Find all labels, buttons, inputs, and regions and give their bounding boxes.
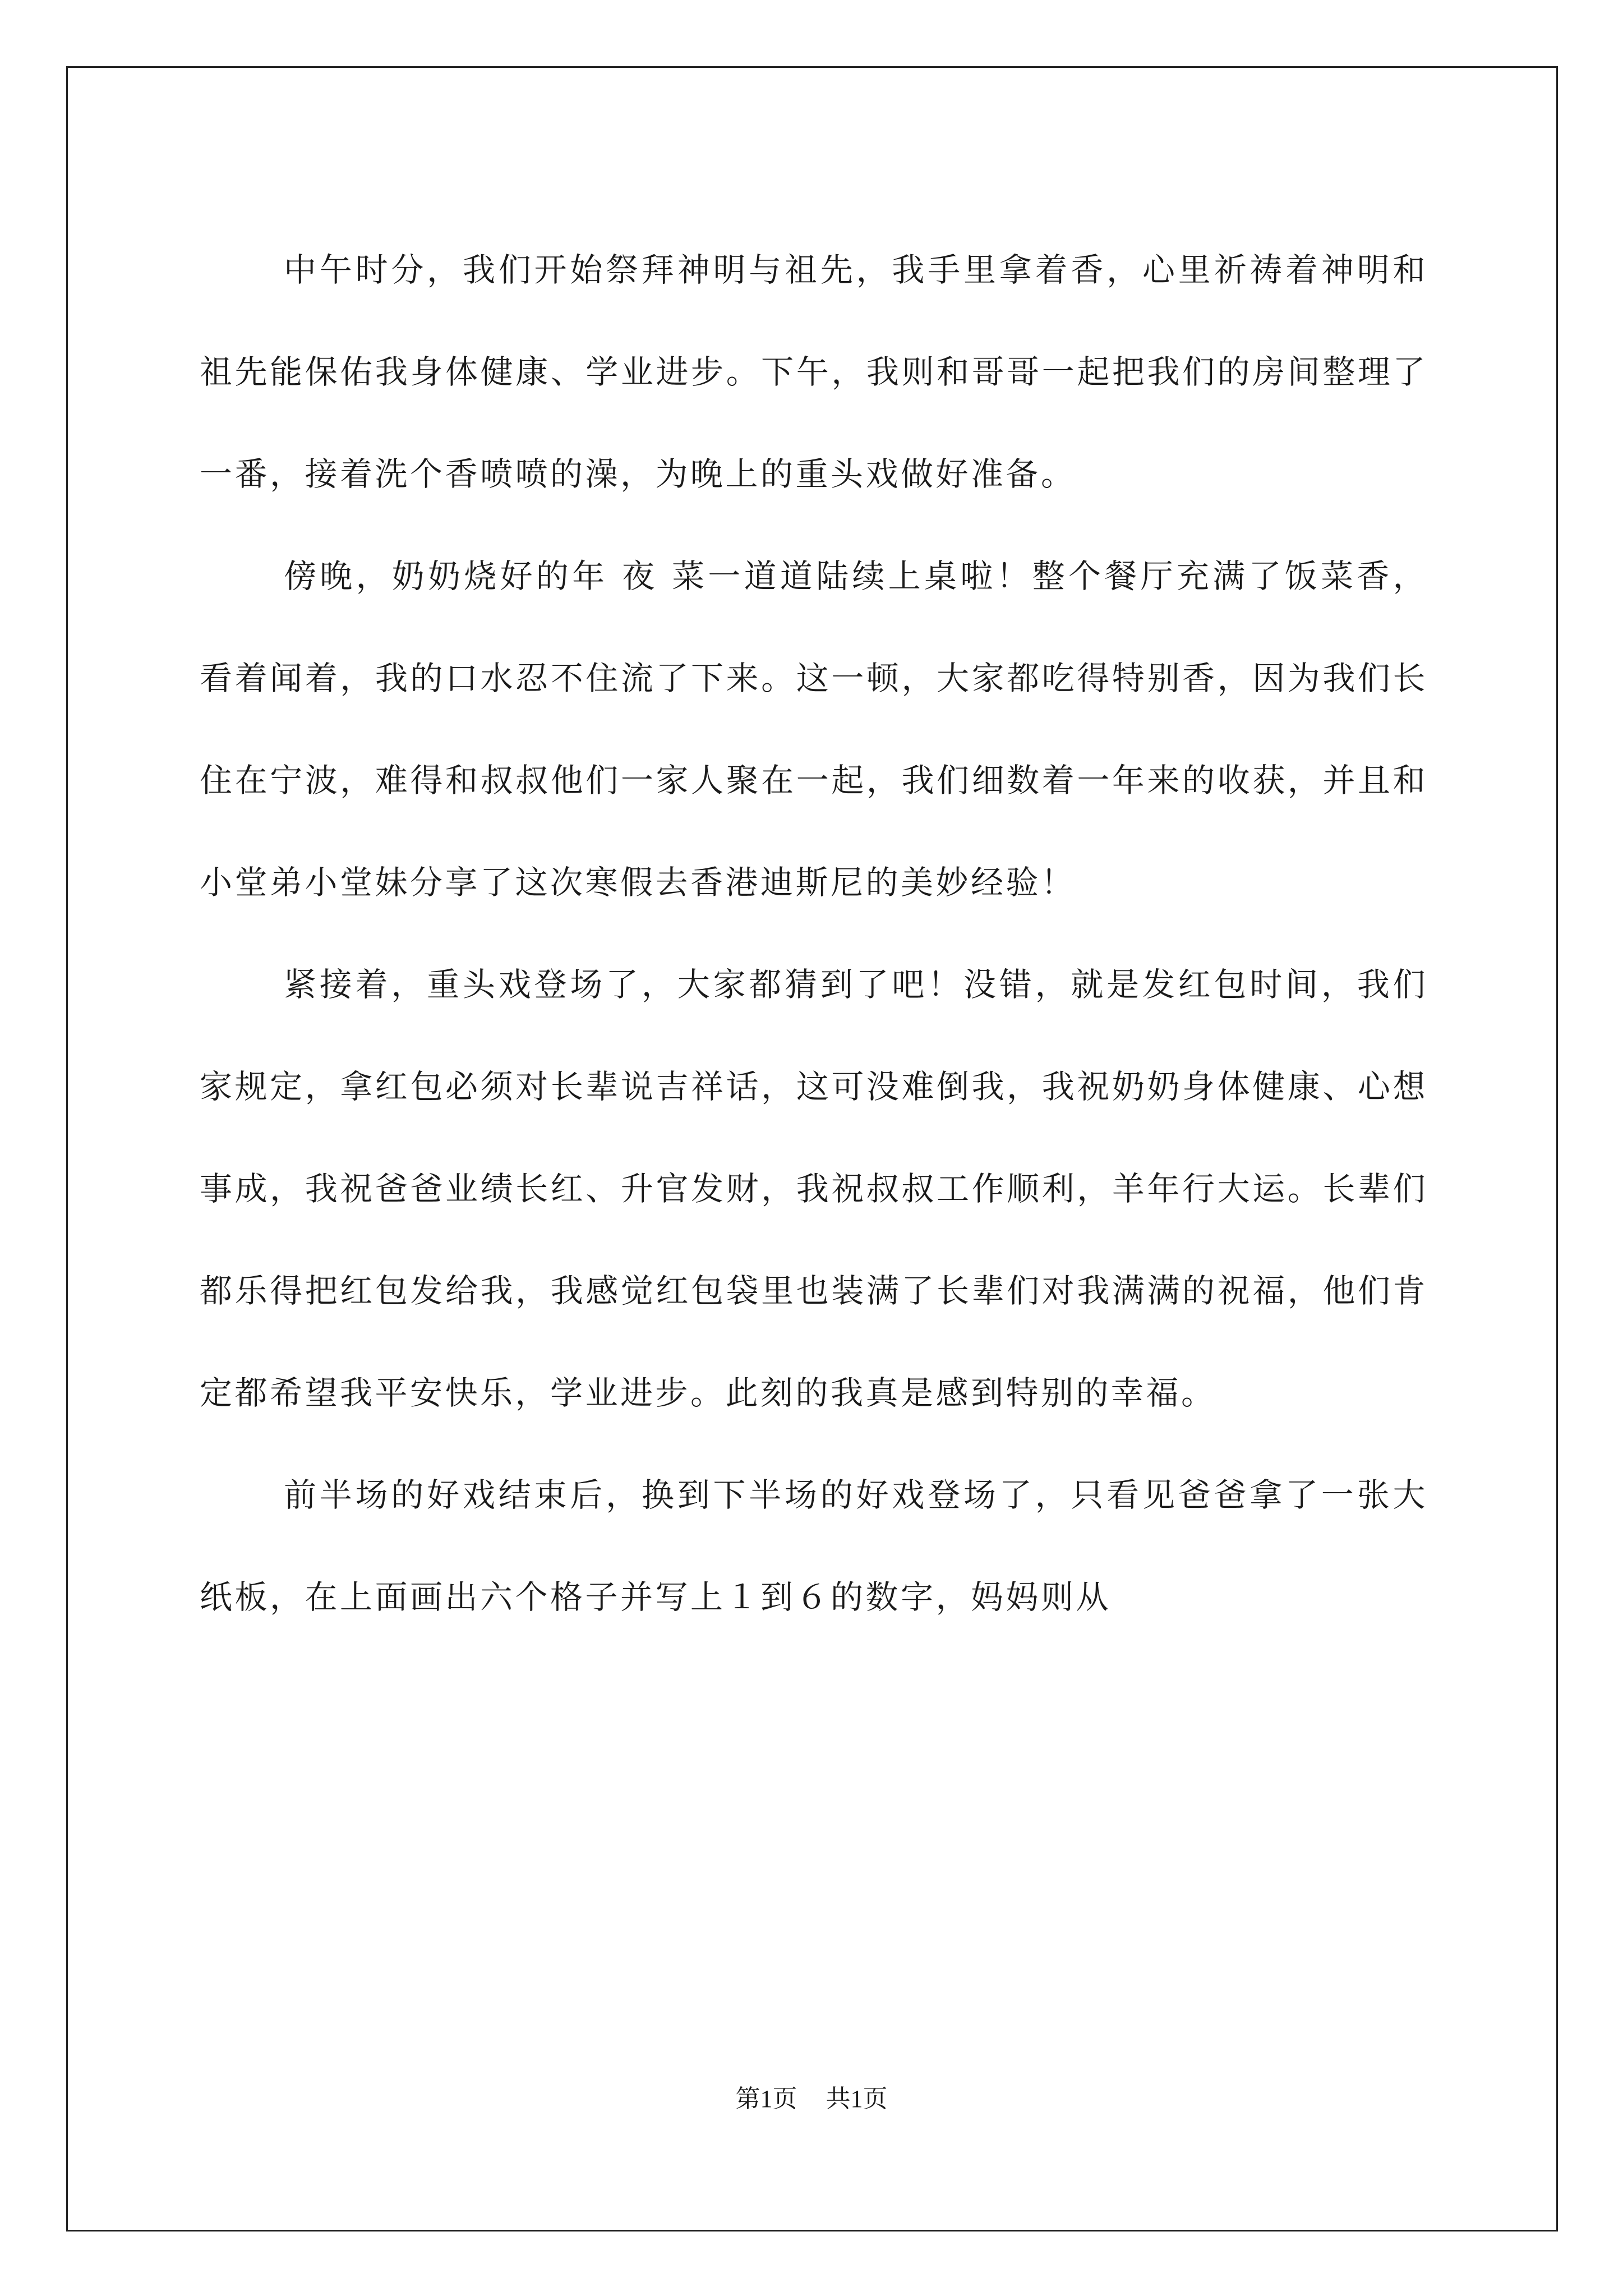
paragraph: 前半场的好戏结束后，换到下半场的好戏登场了，只看见爸爸拿了一张大纸板，在上面画出六个格子并写上１到６的数字，妈妈则从 [200,1476,1428,1616]
paragraph: 中午时分，我们开始祭拜神明与祖先，我手里拿着香，心里祈祷着神明和祖先能保佑我身体健康、学业进步。下午，我则和哥哥一起把我们的房间整理了一番，接着洗个香喷喷的澡，为晚上的重头戏做好准备。 [200,251,1428,493]
page-total: 共1页 [826,2085,888,2113]
paragraph: 傍晚，奶奶烧好的年 夜 菜一道道陆续上桌啦！整个餐厅充满了饭菜香，看着闻着，我的口水忍不住流了下来。这一顿，大家都吃得特别香，因为我们长住在宁波，难得和叔叔他们一家人聚在一起，我们细数着一年来的收获，并且和小堂弟小堂妹分享了这次寒假去香港迪斯尼的美妙经验！ [200,557,1428,901]
document-body [200,219,1428,1648]
page-footer [0,2082,1623,2116]
page-number: 第1页 [735,2085,797,2113]
paragraph: 紧接着，重头戏登场了，大家都猜到了吧！没错，就是发红包时间，我们家规定，拿红包必须对长辈说吉祥话，这可没难倒我，我祝奶奶身体健康、心想事成，我祝爸爸业绩长红、升官发财，我祝叔叔工作顺利，羊年行大运。长辈们都乐得把红包发给我，我感觉红包袋里也装满了长辈们对我满满的祝福，他们肯定都希望我平安快乐，学业进步。此刻的我真是感到特别的幸福。 [200,965,1428,1412]
